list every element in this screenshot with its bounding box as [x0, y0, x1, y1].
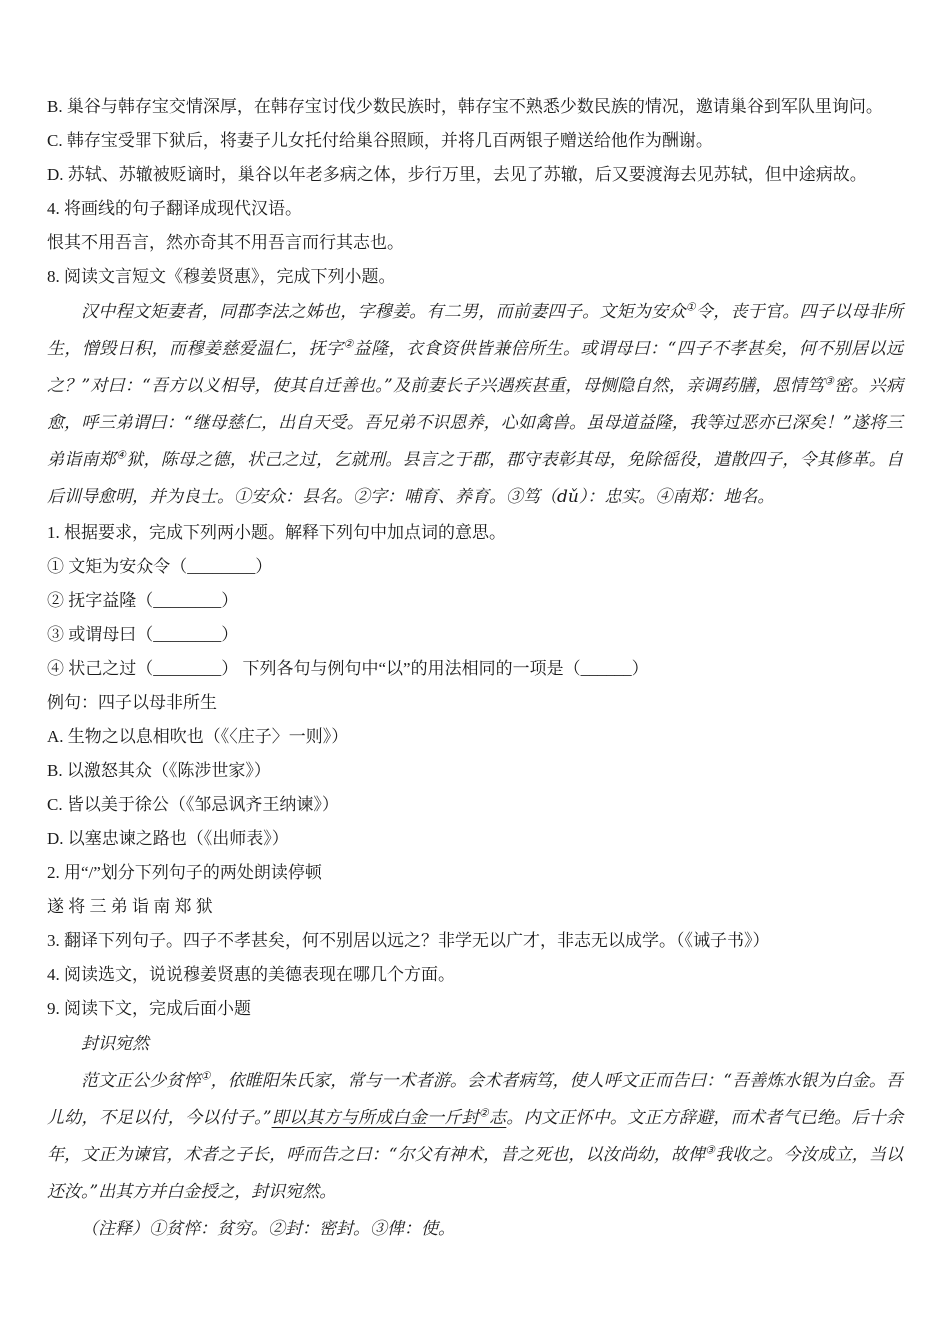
sub-question-1-prompt: 1. 根据要求，完成下列两小题。解释下列句中加点词的意思。	[47, 523, 506, 542]
example-sentence: 例句：四子以母非所生	[47, 693, 217, 712]
sub-question-3: 3. 翻译下列句子。四子不孝甚矣，何不别居以远之？非学无以广才，非志无以成学。（《诫子书》）	[47, 931, 770, 950]
passage-segment: 汉中程文矩妻者，同郡李法之姊也，字穆姜。有二男，而前妻四子。文矩为安众	[81, 302, 686, 322]
passage-segment: 范文正公少贫悴	[81, 1071, 201, 1091]
sub-question-2-prompt: 2. 用“/”划分下列句子的两处朗读停顿	[47, 863, 322, 882]
passage-title: 封识宛然	[81, 1034, 149, 1054]
word-item-4: ④ 状己之过（________） 下列各句与例句中“以”的用法相同的一项是（______）	[47, 659, 649, 678]
question-9-intro: 9. 阅读下文，完成后面小题	[47, 999, 251, 1018]
passage-notes: （注释）①贫悴：贫穷。②封：密封。③俾：使。	[81, 1219, 455, 1239]
underlined-phrase	[272, 1108, 507, 1128]
passage-segment: ，依睢阳朱氏家，常与一术者游。会术者病笃，使人呼文正而告曰：“吾善炼水银为白金。吾儿幼，不足以付，今以付子。”	[47, 1071, 903, 1128]
footnote-marker-2: ②	[478, 1106, 490, 1120]
passage-segment: 即以其方与所成白金一斤封	[271, 1108, 479, 1128]
word-item-1: ① 文矩为安众令（________）	[47, 557, 273, 576]
passage-segment: 密。兴病愈，呼三弟谓曰：“继母慈仁，出自天受。吾兄弟不识恩养，心如禽兽。虽母道益隆，我等过恶亦已深矣！”遂将三弟诣南郑	[47, 376, 903, 470]
usage-option-b: B. 以激怒其众（《陈涉世家》）	[47, 761, 271, 780]
footnote-marker-2: ②	[343, 337, 354, 351]
passage-segment: 益隆，衣食资供皆兼倍所生。或谓母曰：“四子不孝甚矣，何不别居以远之？”对曰：“吾方以义相导，使其自迁善也。”及前妻长子兴遇疾甚重，母恻隐自然，亲调药膳，恩情笃	[47, 339, 903, 396]
option-c-line: C. 韩存宝受罪下狱后，将妻子儿女托付给巢谷照顾，并将几百两银子赠送给他作为酬谢。	[47, 131, 713, 150]
footnote-marker-3: ③	[705, 1143, 716, 1157]
question-4-prompt: 4. 将画线的句子翻译成现代汉语。	[47, 199, 302, 218]
footnote-marker-3: ③	[824, 374, 835, 388]
sub-question-4: 4. 阅读选文，说说穆姜贤惠的美德表现在哪几个方面。	[47, 965, 455, 984]
passage-segment: 狱，陈母之德，状己之过，乞就刑。县言之于郡，郡守表彰其母，免除徭役，遣散四子，令其修革。自后训导愈明，并为良士。①安众：县名。②字：哺育、养育。③笃（dǔ）：忠实。④南郑：地名。	[47, 450, 904, 507]
footnote-marker-1: ①	[200, 1069, 211, 1083]
option-b-line: B. 巢谷与韩存宝交情深厚，在韩存宝讨伐少数民族时，韩存宝不熟悉少数民族的情况，邀请巢谷到军队里询问。	[47, 97, 883, 116]
pause-division-sentence: 遂 将 三 弟 诣 南 郑 狱	[47, 897, 213, 916]
translation-sentence: 恨其不用吾言，然亦奇其不用吾言而行其志也。	[47, 233, 404, 252]
passage-fengshi	[47, 1063, 903, 1211]
usage-option-c: C. 皆以美于徐公（《邹忌讽齐王纳谏》）	[47, 795, 339, 814]
usage-option-a: A. 生物之以息相吹也（《〈庄子〉一则》）	[47, 727, 349, 746]
word-item-2: ② 抚字益隆（________）	[47, 591, 239, 610]
passage-segment: 令，丧于官。四子以母非所生，憎毁日积，而穆姜慈爱温仁，抚字	[47, 302, 903, 359]
passage-mujiang	[47, 294, 903, 516]
passage-segment: 。内文正怀中。文正方辞避，而术者气已绝。后十余年，文正为谏官，术者之子长，呼而告之曰：“尔父有神术，昔之死也，以汝尚幼，故俾	[47, 1108, 903, 1165]
passage-segment: 志	[489, 1108, 507, 1128]
question-8-intro: 8. 阅读文言短文《穆姜贤惠》，完成下列小题。	[47, 267, 396, 286]
usage-option-d: D. 以塞忠谏之路也（《出师表》）	[47, 829, 289, 848]
option-d-line: D. 苏轼、苏辙被贬谪时，巢谷以年老多病之体，步行万里，去见了苏辙，后又要渡海去见苏轼，但中途病故。	[47, 165, 867, 184]
word-item-3: ③ 或谓母曰（________）	[47, 625, 239, 644]
passage-segment: 我收之。今汝成立，当以还汝。”出其方并白金授之，封识宛然。	[47, 1145, 903, 1202]
footnote-marker-1: ①	[685, 300, 696, 314]
footnote-marker-4: ④	[116, 448, 127, 462]
